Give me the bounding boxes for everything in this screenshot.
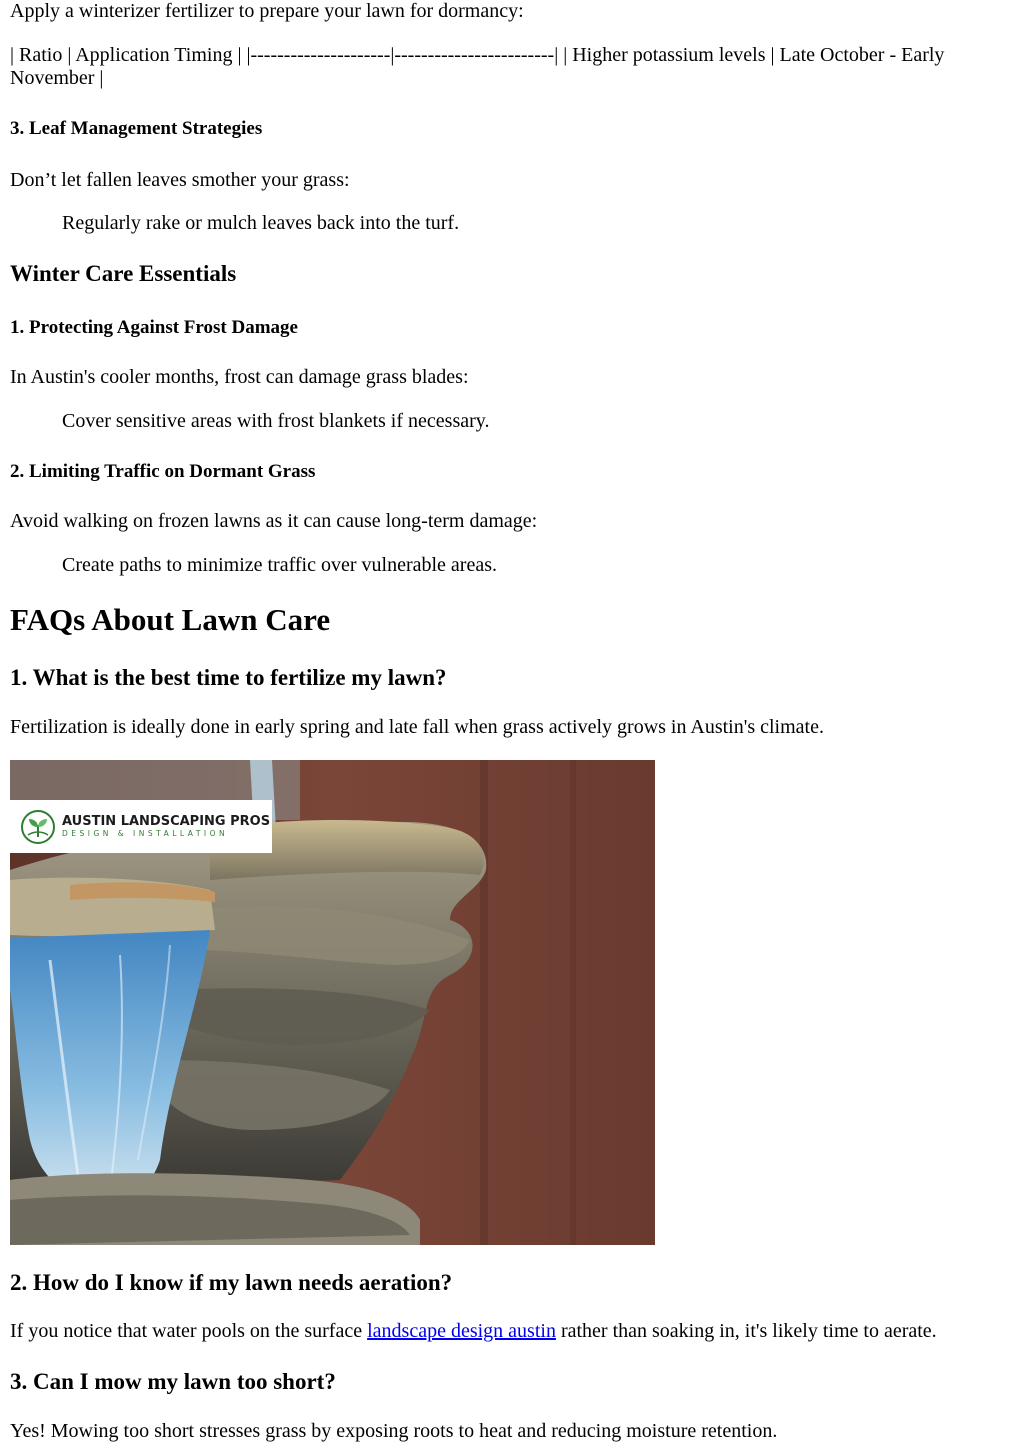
leaf-list-item: Regularly rake or mulch leaves back into the turf. <box>62 212 460 234</box>
faq-heading: FAQs About Lawn Care <box>10 602 331 637</box>
leaf-intro-text: Don’t let fallen leaves smother your grass: <box>10 169 350 191</box>
faq-answer-3: Yes! Mowing too short stresses grass by exposing roots to heat and reducing moisture retention. <box>10 1420 778 1442</box>
faq-answer-2-before: If you notice that water pools on the surface <box>10 1320 368 1342</box>
brand-logo-title: AUSTIN LANDSCAPING PROS <box>62 814 271 829</box>
faq-question-3: 3. Can I mow my lawn too short? <box>10 1369 336 1394</box>
faq-question-2: 2. How do I know if my lawn needs aeration? <box>10 1270 453 1295</box>
fertilizer-table-raw-line-1: | Ratio | Application Timing | |---------------------|------------------------| | Higher potassium levels | Late October - Early <box>10 44 945 66</box>
traffic-list-item: Create paths to minimize traffic over vulnerable areas. <box>62 554 497 576</box>
fertilizer-table-raw-line-2: November | <box>10 67 104 89</box>
landscape-design-austin-link[interactable]: landscape design austin <box>367 1320 556 1342</box>
frost-damage-heading: 1. Protecting Against Frost Damage <box>10 317 298 338</box>
winterizer-intro-text: Apply a winterizer fertilizer to prepare your lawn for dormancy: <box>10 0 524 22</box>
faq-answer-2-after: rather than soaking in, it's likely time to aerate. <box>555 1320 937 1342</box>
frost-intro-text: In Austin's cooler months, frost can damage grass blades: <box>10 366 469 388</box>
faq-answer-1: Fertilization is ideally done in early spring and late fall when grass actively grows in Austin's climate. <box>10 716 824 738</box>
leaf-sprout-icon <box>20 809 56 845</box>
faq-answer-2 <box>10 1320 937 1343</box>
leaf-management-heading: 3. Leaf Management Strategies <box>10 118 263 139</box>
brand-logo-subtitle: DESIGN & INSTALLATION <box>62 829 229 838</box>
fountain-photo <box>10 760 655 1245</box>
traffic-intro-text: Avoid walking on frozen lawns as it can cause long-term damage: <box>10 510 538 532</box>
winter-care-heading: Winter Care Essentials <box>10 261 237 286</box>
brand-logo-text <box>62 814 270 839</box>
faq-question-1: 1. What is the best time to fertilize my lawn? <box>10 665 447 690</box>
dormant-traffic-heading: 2. Limiting Traffic on Dormant Grass <box>10 461 316 482</box>
frost-list-item: Cover sensitive areas with frost blankets if necessary. <box>62 410 490 432</box>
brand-logo-badge <box>10 800 272 853</box>
